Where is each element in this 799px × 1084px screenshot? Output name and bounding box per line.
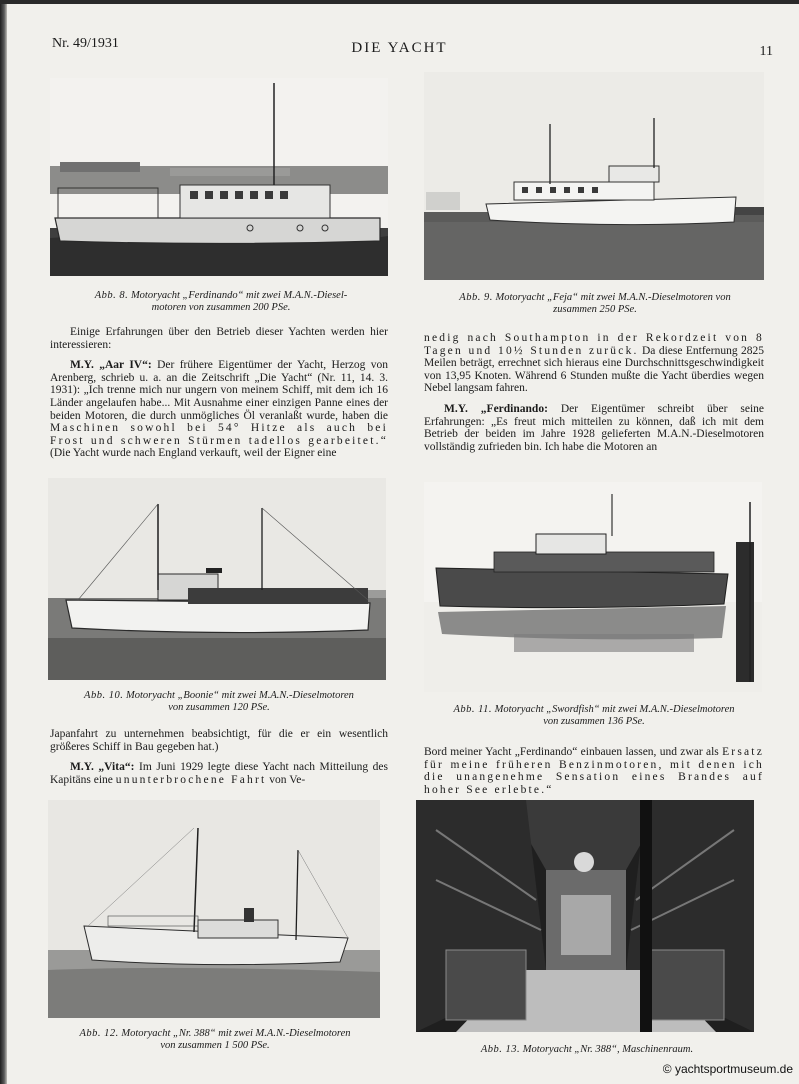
body-text: Der frühere Eigentümer der Yacht, Herzog von Arenberg, schrieb u. a. an die Zeitschrift „Die Yacht“ (Nr. 11, 14. 3. 1931): „Ich trenne mich nur ungern von meinem Schiff, mit dem ich 16 Länder angelaufen habe... Mit Ausnahme einer einzigen Panne eines der beiden Motoren, die durch unmögliches Öl veranlaßt wurde, haben die bbox=[50, 359, 388, 422]
text-left-top bbox=[50, 326, 388, 460]
text-left-middle bbox=[50, 728, 388, 786]
yacht-heading: M.Y. „Vita“: bbox=[70, 761, 135, 774]
scan-edge-top bbox=[0, 0, 799, 4]
caption-fig8 bbox=[46, 290, 396, 314]
watermark: © yachtsportmuseum.de bbox=[662, 1062, 793, 1076]
caption-line: von zusammen 1 500 PSe. bbox=[160, 1040, 270, 1051]
body-text: (Die Yacht wurde nach England verkauft, weil der Eigner eine bbox=[50, 447, 337, 460]
caption-line: Motoryacht „Ferdinando“ mit zwei M.A.N.-Diesel- bbox=[130, 290, 348, 301]
caption-line: Motoryacht „Feja“ mit zwei M.A.N.-Dieselmotoren von bbox=[495, 292, 731, 303]
caption-line: Motoryacht „Boonie“ mit zwei M.A.N.-Dieselmotoren bbox=[125, 690, 354, 701]
caption-fig9 bbox=[420, 292, 770, 316]
caption-fig12 bbox=[42, 1028, 388, 1052]
caption-line: von zusammen 120 PSe. bbox=[168, 702, 270, 713]
text-right-top bbox=[424, 332, 764, 453]
spaced-text: Ersatz für meine früheren Benzinmotoren, mit denen ich die unangenehme Sensation eines Brandes auf hoher See erlebte.“ bbox=[424, 746, 764, 796]
paragraph-vita bbox=[50, 761, 388, 786]
photo-swordfish bbox=[424, 482, 762, 692]
photo-engine-room bbox=[416, 800, 754, 1032]
photo-ferdinando bbox=[50, 78, 388, 276]
body-text: von Ve- bbox=[269, 773, 306, 786]
paragraph-vita-continued bbox=[424, 332, 764, 395]
caption-fig13 bbox=[412, 1044, 762, 1056]
body-text: Da diese Entfernung 2825 Meilen beträgt, errechnet sich hieraus eine Durchschnittsgeschwindigkeit von 13,95 Knoten. Während 6 Stunden mußte die Yacht überdies wegen Nebel langsam fahren. bbox=[424, 344, 764, 395]
caption-line: von zusammen 136 PSe. bbox=[543, 716, 645, 727]
yacht-heading: M.Y. „Aar IV“: bbox=[70, 359, 152, 372]
scan-edge-left bbox=[0, 0, 7, 1084]
photo-boonie bbox=[48, 478, 386, 680]
caption-line: motoren von zusammen 200 PSe. bbox=[151, 302, 291, 313]
caption-label: Abb. 12. bbox=[79, 1028, 119, 1039]
page-number: 11 bbox=[759, 44, 773, 59]
body-text: Bord meiner Yacht „Ferdinando“ einbauen lassen, und zwar als bbox=[424, 746, 719, 758]
paragraph-ferdinando bbox=[424, 403, 764, 453]
caption-label: Abb. 10. bbox=[84, 690, 124, 701]
caption-fig10 bbox=[44, 690, 394, 714]
text-right-middle bbox=[424, 746, 764, 796]
caption-label: Abb. 13. bbox=[480, 1044, 521, 1055]
paragraph-aar bbox=[50, 359, 388, 460]
paragraph-bord bbox=[424, 746, 764, 796]
caption-line: Motoryacht „Nr. 388“ mit zwei M.A.N.-Dieselmotoren bbox=[121, 1028, 351, 1039]
spaced-text: nedig nach Southampton in der Rekordzeit von 8 Tagen und 10½ Stunden zurück. bbox=[424, 332, 764, 357]
spaced-text: ununterbrochene Fahrt bbox=[115, 773, 267, 786]
issue-number: Nr. 49/1931 bbox=[52, 36, 119, 51]
body-text: Im Juni 1929 legte diese Yacht nach Mitteilung des Kapitäns eine bbox=[50, 761, 388, 786]
yacht-heading: M.Y. „Ferdinando: bbox=[444, 402, 548, 415]
magazine-title: DIE YACHT bbox=[351, 40, 448, 56]
caption-line: Motoryacht „Nr. 388“, Maschinenraum. bbox=[522, 1044, 694, 1055]
caption-label: Abb. 9. bbox=[459, 292, 493, 303]
body-text: Der Eigentümer schreibt über seine Erfahrungen: „Es freut mich mitteilen zu können, daß ich mit dem Betrieb der beiden im Jahre 1928 gelieferten M.A.N.-Dieselmotoren vollständig zufrieden bin. Ich habe die Motoren an bbox=[424, 402, 765, 453]
paragraph-japan: Japanfahrt zu unternehmen beabsichtigt, für die er ein wesentlich größeres Schiff in Bau gegeben hat.) bbox=[50, 728, 388, 753]
caption-label: Abb. 11. bbox=[453, 704, 493, 715]
caption-line: Motoryacht „Swordfish“ mit zwei M.A.N.-Dieselmotoren bbox=[494, 704, 735, 715]
spaced-text: Maschinen sowohl bei 54° Hitze als auch bei Frost und schweren Stürmen tadellos gearbeitet.“ bbox=[50, 422, 388, 447]
photo-feja bbox=[424, 72, 764, 280]
caption-fig11 bbox=[418, 704, 770, 728]
caption-label: Abb. 8. bbox=[94, 290, 129, 301]
photo-nr388 bbox=[48, 800, 380, 1018]
paragraph-intro: Einige Erfahrungen über den Betrieb dieser Yachten werden hier interessieren: bbox=[50, 326, 388, 351]
caption-line: zusammen 250 PSe. bbox=[553, 304, 637, 315]
